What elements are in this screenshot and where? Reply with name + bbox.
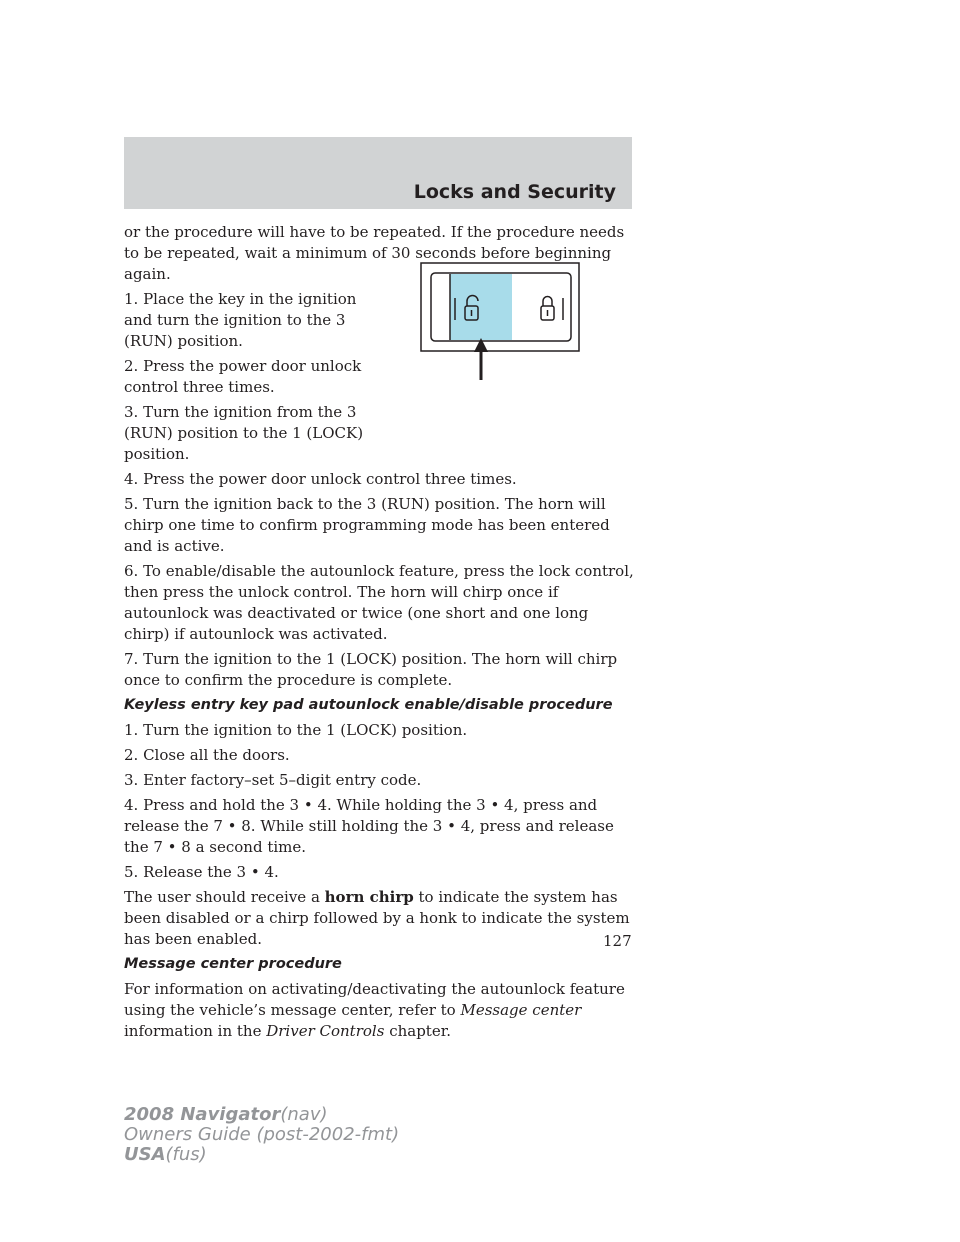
- footer-model-code: (nav): [280, 1104, 328, 1125]
- keypad-step-1: 1. Turn the ignition to the 1 (LOCK) position.: [124, 721, 468, 739]
- keypad-step-2: 2. Close all the doors.: [124, 746, 290, 764]
- msg-text-post: chapter.: [384, 1022, 451, 1040]
- user-paragraph: [124, 887, 634, 950]
- section-title: Locks and Security: [413, 181, 616, 203]
- message-center-ref: Message center: [460, 1001, 582, 1019]
- keypad-step-3: 3. Enter factory–set 5–digit entry code.: [124, 771, 422, 789]
- page-number: 127: [603, 932, 632, 950]
- message-center-paragraph: [124, 979, 634, 1042]
- user-text-post: to indicate the system has been disabled or a chirp followed by a honk to indicate the system has been enabled.: [124, 888, 630, 948]
- footer-line-1: [124, 1105, 399, 1125]
- door-lock-switch-figure: [420, 262, 580, 382]
- keypad-heading: Keyless entry key pad autounlock enable/disable procedure: [124, 697, 613, 713]
- step-4: 4. Press the power door unlock control three times.: [124, 470, 517, 488]
- step-5: 5. Turn the ignition back to the 3 (RUN) position. The horn will chirp one time to confirm programming mode has been entered and is active.: [124, 495, 610, 555]
- msg-text-pre: For information on activating/deactivating the autounlock feature using the vehicle’s message center, refer to: [124, 980, 625, 1019]
- user-text-pre: The user should receive a: [124, 888, 325, 906]
- footer-line-2: Owners Guide (post-2002-fmt): [124, 1124, 400, 1145]
- step-1: 1. Place the key in the ignition and turn the ignition to the 3 (RUN) position.: [124, 290, 357, 350]
- footer: [124, 1105, 399, 1165]
- keypad-step-4: 4. Press and hold the 3 • 4. While holding the 3 • 4, press and release the 7 • 8. While still holding the 3 • 4, press and release the 7 • 8 a second time.: [124, 796, 614, 856]
- step-3: 3. Turn the ignition from the 3 (RUN) position to the 1 (LOCK) position.: [124, 403, 364, 463]
- unlock-half-highlight: [450, 274, 512, 340]
- driver-controls-ref: Driver Controls: [266, 1022, 385, 1040]
- footer-market-code: (fus): [165, 1144, 207, 1165]
- intro-paragraph: or the procedure will have to be repeated. If the procedure needs to be repeated, wait a minimum of 30 seconds before beginning again.: [124, 223, 625, 283]
- footer-line-3: [124, 1145, 399, 1165]
- step-2: 2. Press the power door unlock control three times.: [124, 357, 362, 396]
- message-center-heading: Message center procedure: [124, 956, 342, 972]
- step-6: 6. To enable/disable the autounlock feature, press the lock control, then press the unlock control. The horn will chirp once if autounlock was deactivated or twice (one short and one long chirp) if autounlock was activated.: [124, 562, 634, 643]
- footer-market: USA: [124, 1144, 166, 1165]
- keypad-step-5: 5. Release the 3 • 4.: [124, 863, 279, 881]
- step-7: 7. Turn the ignition to the 1 (LOCK) position. The horn will chirp once to confirm the procedure is complete.: [124, 650, 618, 689]
- header-band: [124, 137, 632, 209]
- horn-chirp-term: horn chirp: [324, 888, 414, 906]
- msg-text-mid: information in the: [124, 1022, 267, 1040]
- footer-model: 2008 Navigator: [124, 1104, 281, 1125]
